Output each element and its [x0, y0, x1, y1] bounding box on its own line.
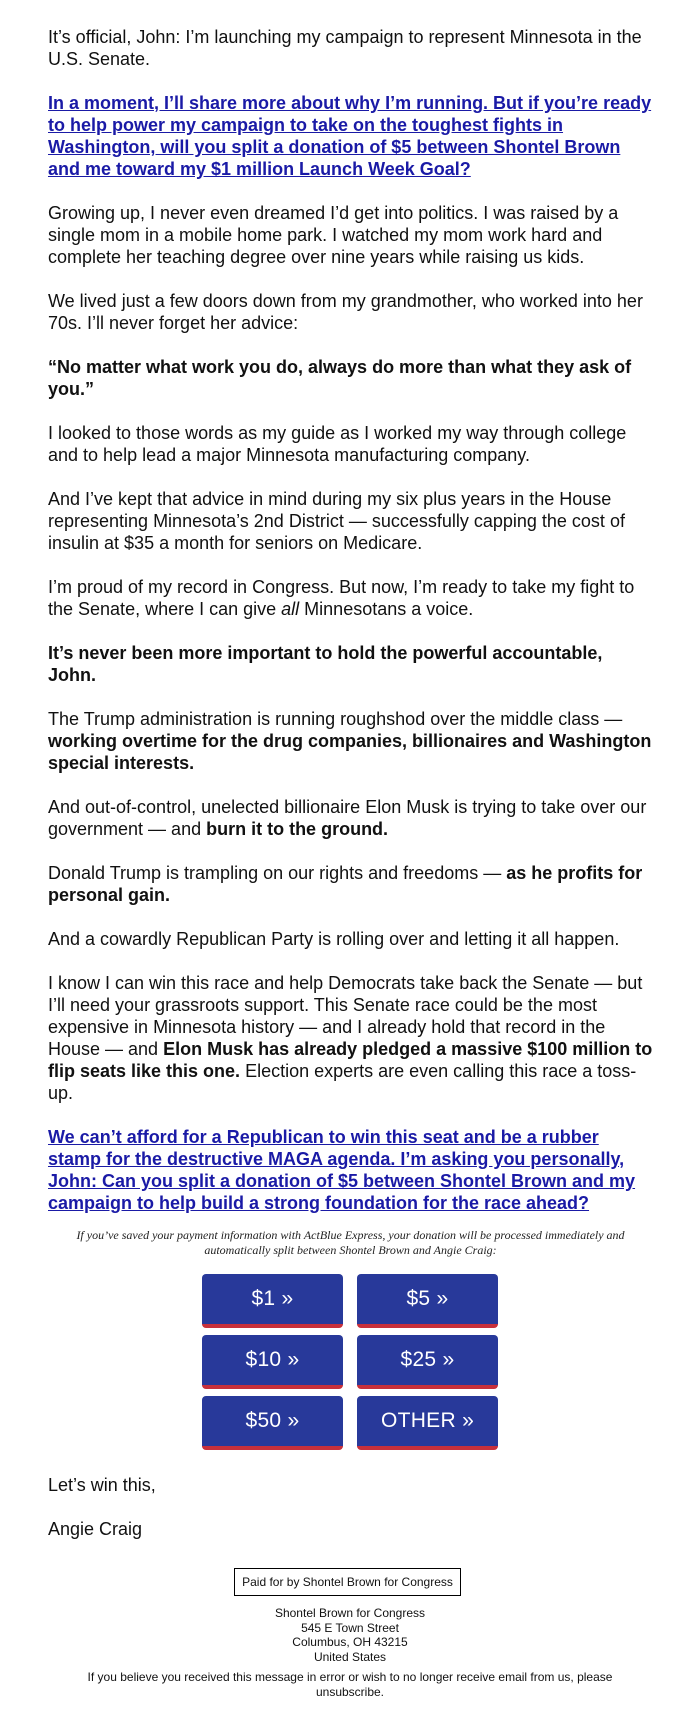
trump-admin-bold: working overtime for the drug companies, billionaires and Washington special interests. [48, 731, 652, 773]
actblue-disclaimer: If you’ve saved your payment information with ActBlue Express, your donation will be processed immediately and automatically split between Shontel Brown and Angie Craig: [76, 1228, 625, 1257]
accountable-paragraph [48, 642, 653, 686]
trump-rights-bold: as he profits for personal gain. [48, 863, 643, 905]
musk-paragraph [48, 796, 653, 840]
address-org: Shontel Brown for Congress [274, 1606, 426, 1620]
trump-rights-text: Donald Trump is trampling on our rights and freedoms — [48, 863, 507, 883]
musk-text: And out-of-control, unelected billionaire Elon Musk is trying to take over our government — and [48, 797, 647, 839]
donate-25-button[interactable]: $25 » [357, 1335, 498, 1389]
win-race-text-a: I know I can win this race and help Democrats take back the Senate — but I’ll need your grassroots support. This Senate race could be the most expensive in Minnesota history — and I already hold that record in the House — and [48, 973, 643, 1059]
donate-50-button[interactable]: $50 » [202, 1396, 343, 1450]
accountable-text: It’s never been more important to hold the powerful accountable, John. [48, 643, 603, 685]
grandmother-paragraph: We lived just a few doors down from my grandmother, who worked into her 70s. I’ll never forget her advice: [48, 291, 643, 333]
trump-admin-paragraph [48, 708, 653, 774]
donate-10-button[interactable]: $10 » [202, 1335, 343, 1389]
address-country: United States [313, 1649, 387, 1664]
signoff: Let’s win this, [48, 1475, 156, 1495]
musk-bold: burn it to the ground. [206, 819, 389, 839]
trump-admin-text: The Trump administration is running roughshod over the middle class — [48, 709, 623, 729]
intro-paragraph: It’s official, John: I’m launching my campaign to represent Minnesota in the U.S. Senate. [48, 27, 642, 69]
republican-paragraph: And a cowardly Republican Party is rolling over and letting it all happen. [48, 929, 620, 949]
house-paragraph: And I’ve kept that advice in mind during my six plus years in the House representing Minnesota’s 2nd District — successfully capping the cost of insulin at $35 a month for seniors on Medicare. [48, 489, 625, 553]
college-paragraph: I looked to those words as my guide as I worked my way through college and to help lead a major Minnesota manufacturing company. [48, 423, 627, 465]
donate-other-button[interactable]: OTHER » [357, 1396, 498, 1450]
address-street: 545 E Town Street [301, 1620, 399, 1635]
donate-1-button[interactable]: $1 » [202, 1274, 343, 1328]
senate-paragraph [48, 576, 653, 620]
senate-emphasis: all [281, 599, 300, 619]
donate-link-2[interactable]: We can’t afford for a Republican to win this seat and be a rubber stamp for the destructive MAGA agenda. I’m asking you personally, John: Can you split a donation of $5 between Shontel Brown and my campaign to help build a strong foundation for the race ahead? [48, 1127, 636, 1213]
cta-paragraph-1 [48, 92, 653, 180]
senate-text-a: I’m proud of my record in Congress. But now, I’m ready to take my fight to the Senate, where I can give [48, 577, 635, 619]
donate-5-button[interactable]: $5 » [357, 1274, 498, 1328]
trump-rights-paragraph [48, 862, 653, 906]
win-race-paragraph [48, 972, 653, 1104]
unsubscribe-notice[interactable]: If you believe you received this message in error or wish to no longer receive email from us, please unsubscribe. [87, 1670, 613, 1699]
signature: Angie Craig [48, 1519, 143, 1539]
senate-text-b: Minnesotans a voice. [299, 599, 474, 619]
cta-paragraph-2 [48, 1126, 653, 1214]
email-content [48, 26, 653, 1236]
win-race-text-c: Election experts are even calling this race a toss-up. [48, 1061, 637, 1103]
win-race-bold: Elon Musk has already pledged a massive $100 million to flip seats like this one. [48, 1039, 653, 1081]
quote-text: “No matter what work you do, always do more than what they ask of you.” [48, 357, 632, 399]
growing-up-paragraph: Growing up, I never even dreamed I’d get into politics. I was raised by a single mom in a mobile home park. I watched my mom work hard and complete her teaching degree over nine years while raising us kids. [48, 203, 619, 267]
mailing-address [0, 1606, 700, 1664]
address-city: Columbus, OH 43215 [292, 1635, 408, 1649]
quote-paragraph [48, 356, 653, 400]
donate-link-1[interactable]: In a moment, I’ll share more about why I’m running. But if you’re ready to help power my campaign to take on the toughest fights in Washington, will you split a donation of $5 between Shontel Brown and me toward my $1 million Launch Week Goal? [48, 93, 652, 179]
paid-for-box: Paid for by Shontel Brown for Congress [234, 1568, 461, 1596]
